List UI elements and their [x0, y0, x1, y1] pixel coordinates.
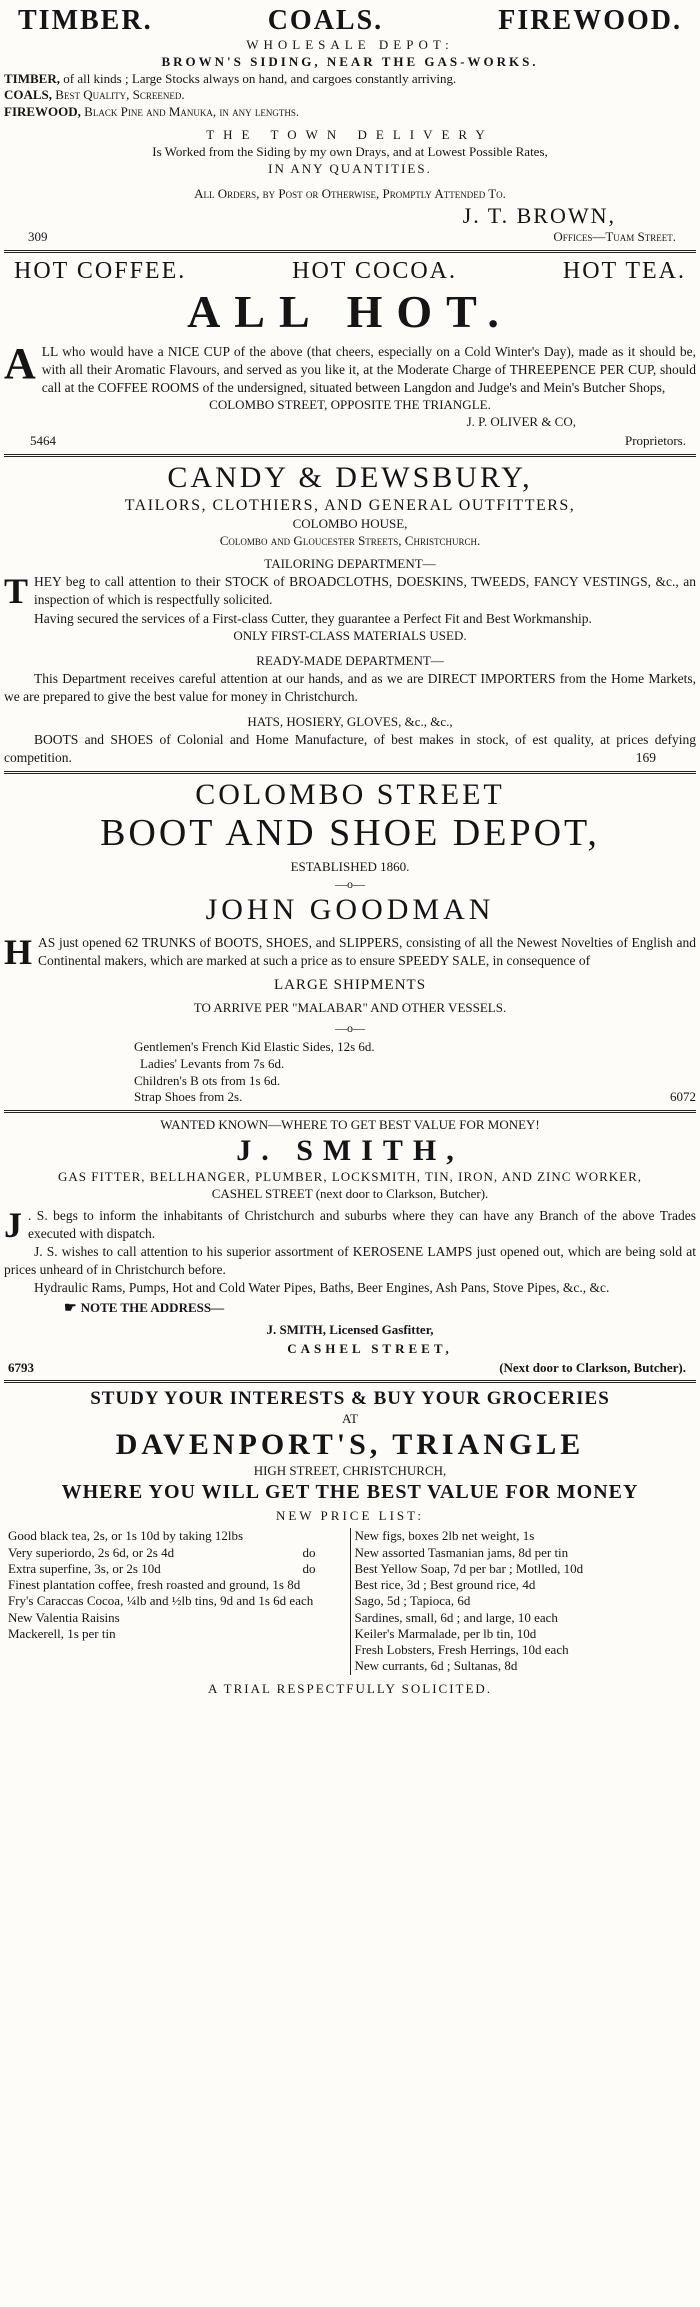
ad6-price-list: NEW PRICE LIST:: [275, 1507, 425, 1523]
ad3-name: CANDY & DEWSBURY,: [167, 461, 533, 495]
ad1-item-timber-desc: of all kinds ; Large Stocks always on hand, and cargoes constantly arriving.: [63, 70, 457, 86]
ad1-item-firewood: [4, 104, 696, 121]
ad5-street: CASHEL STREET,: [287, 1340, 453, 1356]
ad-davenports: [4, 1387, 696, 1697]
ad4-title: BOOT AND SHOE DEPOT,: [100, 811, 600, 854]
ad3-hats: HATS, HOSIERY, GLOVES, &c., &c.,: [247, 713, 453, 729]
ad4-street: COLOMBO STREET: [195, 778, 505, 812]
ad5-wanted: WANTED KNOWN—WHERE TO GET BEST VALUE FOR MONEY!: [160, 1117, 540, 1133]
ad4-item: Children's B ots from 1s 6d.: [134, 1072, 281, 1088]
ad6-price-table: [4, 1528, 696, 1674]
ad3-tailoring: TAILORING DEPARTMENT—: [264, 556, 436, 572]
ad3-trade: TAILORS, CLOTHIERS, AND GENERAL OUTFITTERS,: [124, 496, 576, 514]
list-item: [8, 1528, 346, 1544]
ad3-materials: ONLY FIRST-CLASS MATERIALS USED.: [233, 627, 467, 643]
ad6-left-text: Good black tea, 2s, or 1s 10d by taking 12lbs: [8, 1528, 244, 1544]
ad2-address: COLOMBO STREET, OPPOSITE THE TRIANGLE.: [209, 397, 491, 413]
ad1-item-timber: [4, 71, 696, 88]
list-item: Best Yellow Soap, 7d per bar ; Motlled, 10d: [354, 1560, 584, 1576]
ad5-note: [4, 1300, 696, 1318]
list-item: New assorted Tasmanian jams, 8d per tin: [354, 1544, 569, 1560]
ad4-last-row: [134, 1089, 696, 1106]
ad3-streets: Colombo and Gloucester Streets, Christchurch.: [219, 533, 481, 549]
ad5-p1: [4, 1204, 696, 1245]
ad1-owner: J. T. BROWN,: [462, 202, 616, 228]
divider: [4, 1110, 696, 1113]
ad1-item-firewood-desc: Black Pine and Manuka, in any lengths.: [84, 104, 300, 120]
ad4-owner: JOHN GOODMAN: [205, 893, 495, 927]
ad2-body-text: LL who would have a NICE CUP of the above (that cheers, especially on a Cold Winter's Day), made as it should be, with all their Aromatic Flavours, and served as you like it, at the Moderate Charge of THREEPENCE PER CUP, should call at the COFFEE ROOMS of the undersigned, situated between Langdon and Judge's and Mein's Butcher Shops,: [41, 343, 696, 396]
ad6-left-ditto: do: [302, 1544, 316, 1560]
ad3-tailoring-text: [4, 571, 696, 612]
ad4-arrive: TO ARRIVE PER "MALABAR" AND OTHER VESSELS.: [193, 999, 507, 1015]
ad2-headline: [4, 257, 696, 286]
ad2-headline-cocoa: HOT COCOA.: [292, 258, 458, 285]
ad3-readymade-text: This Department receives careful attention at our hands, and as we are DIRECT IMPORTERS from the Home Markets, we are prepared to give the best value for money in Christchurch.: [4, 670, 696, 704]
ad1-footer: [4, 229, 696, 246]
ad6-left-column: [4, 1528, 350, 1674]
ad4-dropcap: H: [4, 931, 33, 972]
ad3-boots-body: BOOTS and SHOES of Colonial and Home Manufacture, of best makes in stock, of est quality, at prices defying competition.: [4, 731, 696, 766]
ad6-at: AT: [342, 1411, 358, 1427]
ad-boot-shoe-depot: [4, 778, 696, 1106]
ad6-where: WHERE YOU WILL GET THE BEST VALUE FOR MONEY: [61, 1480, 639, 1503]
ad5-address: CASHEL STREET (next door to Clarkson, Butcher).: [211, 1185, 489, 1201]
ad2-headline-coffee: HOT COFFEE.: [14, 258, 187, 285]
ad1-item-coals: [4, 87, 696, 104]
ad4-body-text: AS just opened 62 TRUNKS of BOOTS, SHOES, and SLIPPERS, consisting of all the Newest Novelties of English and Continental makers, which are marked at such a price as to ensure SPEEDY SALE, in consequence of: [38, 934, 696, 969]
ad1-headline-firewood: FIREWOOD.: [498, 5, 682, 36]
ad2-dropcap: A: [4, 338, 36, 388]
ad1-headline-timber: TIMBER.: [18, 5, 153, 36]
ad1-location: BROWN'S SIDING, NEAR THE GAS-WORKS.: [161, 53, 539, 69]
list-item: New Valentia Raisins: [8, 1609, 120, 1625]
ad2-role: Proprietors.: [624, 433, 686, 449]
list-item: Sardines, small, 6d ; and large, 10 each: [354, 1609, 558, 1625]
ad2-headline-tea: HOT TEA.: [562, 258, 686, 285]
ad6-trial: A TRIAL RESPECTFULLY SOLICITED.: [207, 1680, 493, 1696]
ad6-name: DAVENPORT'S, TRIANGLE: [115, 1428, 585, 1462]
divider: [4, 250, 696, 253]
ad5-p2: J. S. wishes to call attention to his superior assortment of KEROSENE LAMPS just opened out, which are being sold at prices unheard of in Christchurch before.: [4, 1243, 696, 1278]
ad1-item-coals-name: COALS,: [4, 87, 53, 103]
ad6-left-ditto: do: [302, 1560, 316, 1576]
divider: [4, 771, 696, 774]
ad-all-hot: [4, 257, 696, 450]
ad4-established: ESTABLISHED 1860.: [290, 858, 410, 874]
ad2-footer: [4, 431, 696, 450]
ad-candy-dewsbury: [4, 461, 696, 767]
list-item: [8, 1545, 346, 1561]
ad5-name: J. SMITH,: [236, 1134, 464, 1168]
ad1-ref: 309: [28, 229, 48, 245]
ad4-ref: 6072: [670, 1089, 696, 1105]
ad6-headline: STUDY YOUR INTERESTS & BUY YOUR GROCERIES: [90, 1388, 610, 1410]
ad1-headline-coals: COALS.: [267, 5, 384, 36]
ad2-owner: J. P. OLIVER & CO,: [466, 414, 576, 430]
list-item: New figs, boxes 2lb net weight, 1s: [354, 1528, 535, 1544]
ad4-item: Gentlemen's French Kid Elastic Sides, 12s 6d.: [134, 1038, 375, 1054]
ad1-offices: Offices—Tuam Street.: [553, 229, 676, 245]
ad2-ref: 5464: [30, 433, 56, 449]
ad-timber-coals: [4, 6, 696, 246]
ad4-item: Strap Shoes from 2s.: [134, 1089, 243, 1105]
ad5-trade: GAS FITTER, BELLHANGER, PLUMBER, LOCKSMITH, TIN, IRON, AND ZINC WORKER,: [57, 1168, 643, 1184]
list-item: Best rice, 3d ; Best ground rice, 4d: [354, 1577, 536, 1593]
divider: [4, 454, 696, 457]
ad2-body: [4, 338, 696, 398]
ad-j-smith: [4, 1117, 696, 1376]
ad5-nextdoor: (Next door to Clarkson, Butcher).: [499, 1359, 686, 1375]
divider: [4, 1380, 696, 1383]
ad1-delivery-text: Is Worked from the Siding by my own Drays, and at Lowest Possible Rates,: [152, 144, 548, 160]
ad4-item: Ladies' Levants from 7s 6d.: [140, 1055, 285, 1071]
ad5-ref: 6793: [8, 1359, 34, 1375]
ad2-title: ALL HOT.: [187, 285, 513, 337]
ad5-note-text: NOTE THE ADDRESS—: [80, 1299, 225, 1315]
list-item: Keiler's Marmalade, per lb tin, 10d: [354, 1625, 537, 1641]
ad3-ref: 169: [635, 750, 656, 766]
ad1-item-timber-name: TIMBER,: [4, 70, 60, 86]
ad6-left-text: Very superiordo, 2s 6d, or 2s 4d: [8, 1544, 175, 1560]
ad4-body: [4, 931, 696, 972]
ad3-readymade: READY-MADE DEPARTMENT—: [256, 652, 444, 668]
ad1-orders: All Orders, by Post or Otherwise, Promptly Attended To.: [194, 185, 506, 201]
ad6-right-column: [350, 1528, 696, 1674]
ad1-headline: [4, 6, 696, 37]
ad4-divider: —o—: [335, 877, 365, 892]
ad5-sig: J. SMITH, Licensed Gasfitter,: [266, 1321, 434, 1337]
ad1-depot: WHOLESALE DEPOT:: [246, 36, 454, 52]
ad1-item-firewood-name: FIREWOOD,: [4, 104, 81, 120]
ad1-delivery-text2: IN ANY QUANTITIES.: [268, 161, 432, 177]
ad3-dropcap: T: [4, 571, 29, 612]
list-item: Fresh Lobsters, Fresh Herrings, 10d each: [354, 1642, 569, 1658]
list-item: New currants, 6d ; Sultanas, 8d: [354, 1658, 518, 1674]
ad5-dropcap: J: [4, 1204, 22, 1245]
ad3-tailoring-body: HEY beg to call attention to their STOCK of BROADCLOTHS, DOESKINS, TWEEDS, FANCY VESTINGS, &c., an inspection of which is respectfully solicited.: [34, 574, 696, 608]
ad4-items: [4, 1039, 696, 1107]
ad3-house: COLOMBO HOUSE,: [292, 516, 408, 532]
ad6-left-text: Extra superfine, 3s, or 2s 10d: [8, 1560, 161, 1576]
list-item: Finest plantation coffee, fresh roasted and ground, 1s 8d: [8, 1577, 301, 1593]
ad4-divider2: —o—: [335, 1020, 365, 1035]
ad6-street: HIGH STREET, CHRISTCHURCH,: [253, 1462, 447, 1478]
ad1-item-coals-desc: Best Quality, Screened.: [55, 87, 185, 103]
ad4-shipments: LARGE SHIPMENTS: [273, 977, 427, 994]
list-item: Mackerell, 1s per tin: [8, 1625, 116, 1641]
list-item: [8, 1561, 346, 1577]
list-item: Sago, 5d ; Tapioca, 6d: [354, 1593, 471, 1609]
ad3-cutter-text: Having secured the services of a First-class Cutter, they guarantee a Perfect Fit and Best Workmanship.: [34, 610, 592, 626]
ad5-p3: Hydraulic Rams, Pumps, Hot and Cold Water Pipes, Baths, Beer Engines, Ash Pans, Stove Pipes, &c., &c.: [34, 1280, 610, 1296]
table-row: [4, 1528, 696, 1674]
ad3-boots-text: [4, 731, 696, 767]
ad5-footer: [4, 1358, 696, 1377]
ad1-town-delivery: THE TOWN DELIVERY: [206, 127, 494, 143]
ad5-p1-text: . S. begs to inform the inhabitants of Christchurch and suburbs where they can have any Branch of the above Trades executed with dispatch.: [28, 1207, 696, 1241]
list-item: Fry's Caraccas Cocoa, ¼lb and ½lb tins, 9d and 1s 6d each: [8, 1593, 314, 1609]
pointing-hand-icon: ☛: [64, 1300, 77, 1316]
